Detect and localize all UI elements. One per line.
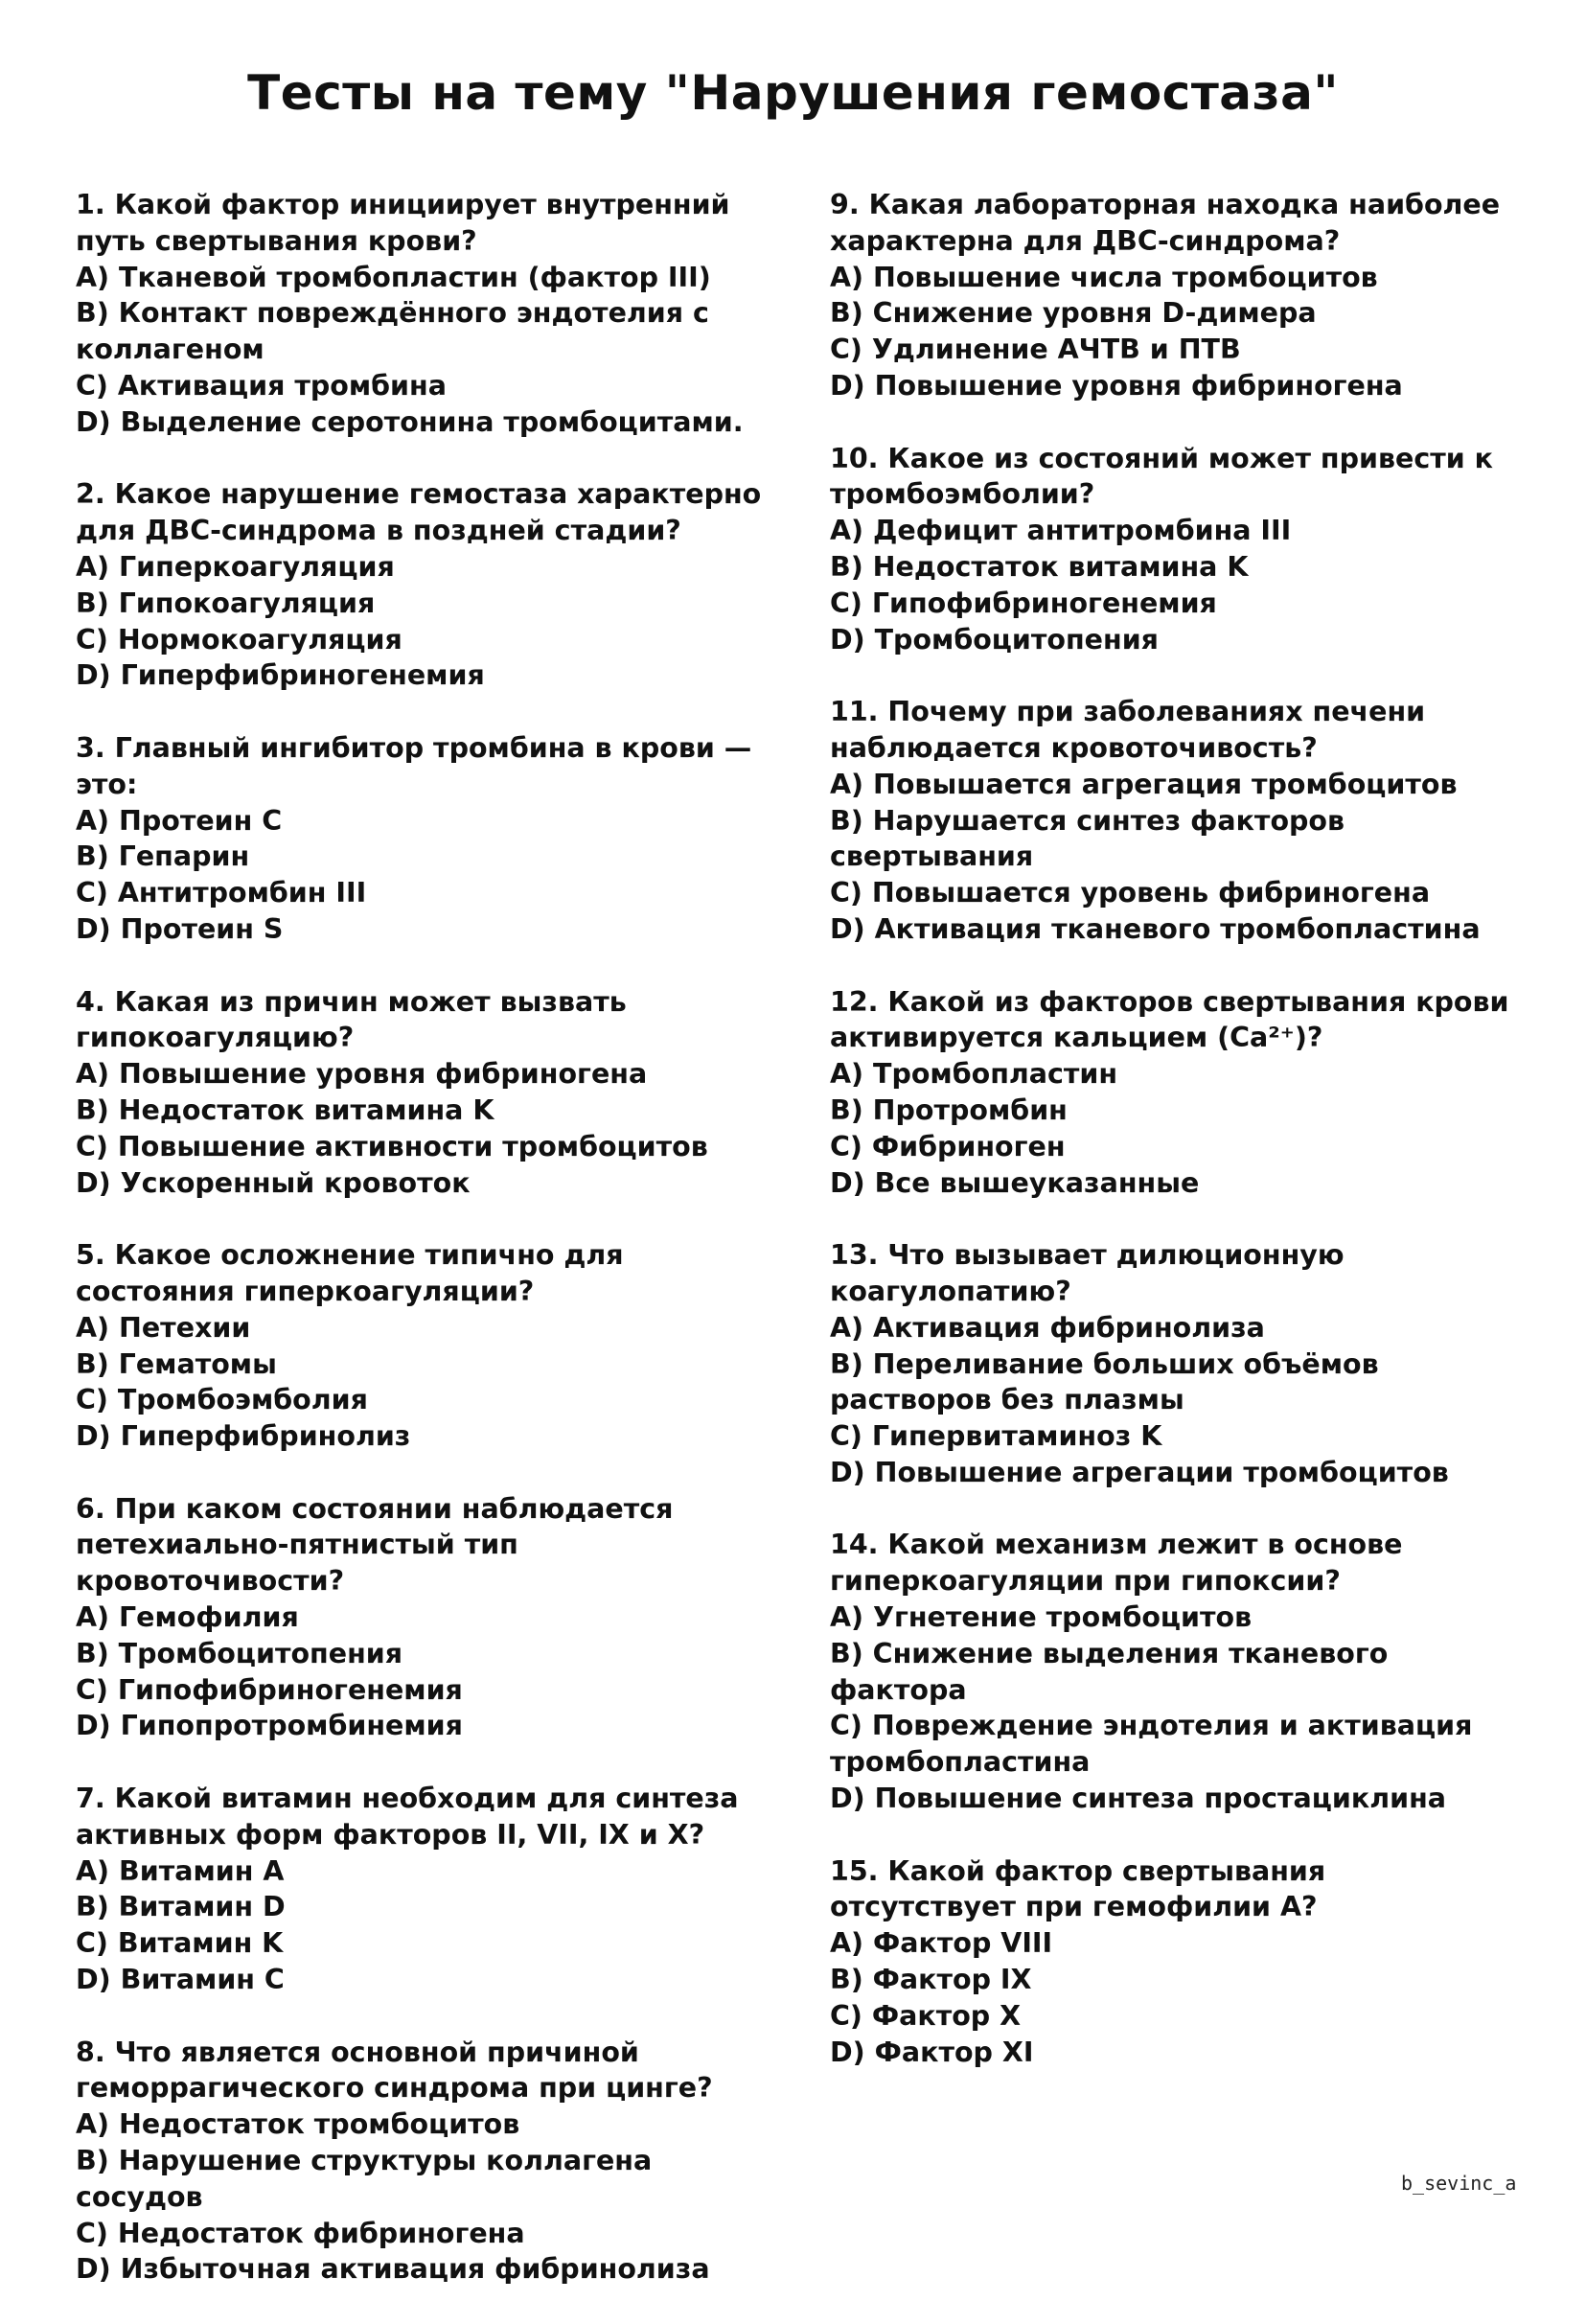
question-text: 6. При каком состоянии наблюдается петехиально-пятнистый тип кровоточивости?: [76, 1492, 674, 1598]
answer-option: C) Гипервитаминоз K: [830, 1420, 1162, 1453]
answer-option: C) Повышается уровень фибриногена: [830, 877, 1431, 909]
answer-option: B) Гипокоагуляция: [76, 587, 376, 619]
answer-option: A) Повышается агрегация тромбоцитов: [830, 768, 1458, 800]
answer-option: A) Угнетение тромбоцитов: [830, 1601, 1253, 1634]
answer-option: C) Повышение активности тромбоцитов: [76, 1130, 708, 1162]
right-column: [830, 187, 1520, 2106]
answer-option: B) Недостаток витамина K: [830, 550, 1249, 583]
answer-option: D) Избыточная активация фибринолиза: [76, 2253, 710, 2286]
answer-option: B) Снижение уровня D-димера: [830, 297, 1317, 330]
answer-option: A) Дефицит антитромбина III: [830, 515, 1292, 547]
answer-option: C) Активация тромбина: [76, 369, 447, 402]
answer-option: C) Гипофибриногенемия: [830, 587, 1217, 619]
answer-option: C) Фактор X: [830, 1999, 1022, 2032]
question-text: 8. Что является основной причиной геморрагического синдрома при цинге?: [76, 2036, 713, 2105]
answer-option: D) Тромбоцитопения: [830, 623, 1159, 656]
answer-option: A) Петехии: [76, 1311, 251, 1344]
answer-option: C) Витамин K: [76, 1927, 284, 1960]
answer-option: B) Протромбин: [830, 1093, 1068, 1126]
answer-option: B) Витамин D: [76, 1891, 286, 1923]
answer-option: A) Недостаток тромбоцитов: [76, 2108, 520, 2141]
answer-option: B) Недостаток витамина K: [76, 1093, 494, 1126]
question-text: 12. Какой из факторов свертывания крови активируется кальцием (Ca²⁺)?: [830, 985, 1509, 1054]
answer-option: D) Протеин S: [76, 912, 284, 945]
answer-option: B) Фактор IX: [830, 1964, 1032, 1996]
question-block: [76, 476, 785, 694]
answer-option: A) Гиперкоагуляция: [76, 550, 395, 583]
answer-option: B) Нарушается синтез факторов свертывания: [830, 804, 1345, 873]
question-text: 13. Что вызывает дилюционную коагулопатию?: [830, 1239, 1345, 1307]
question-text: 11. Почему при заболеваниях печени наблюдается кровоточивость?: [830, 696, 1426, 764]
answer-option: A) Повышение уровня фибриногена: [76, 1058, 648, 1091]
question-block: [830, 1237, 1520, 1491]
answer-option: B) Контакт повреждённого эндотелия с коллагеном: [76, 297, 709, 366]
answer-option: C) Гипофибриногенемия: [76, 1673, 463, 1706]
answer-option: C) Антитромбин III: [76, 877, 367, 909]
question-block: [76, 187, 785, 441]
answer-option: D) Гипопротромбинемия: [76, 1710, 463, 1742]
question-block: [76, 1237, 785, 1455]
question-text: 1. Какой фактор инициирует внутренний путь свертывания крови?: [76, 189, 730, 257]
answer-option: B) Переливание больших объёмов растворов без плазмы: [830, 1347, 1379, 1416]
answer-option: A) Активация фибринолиза: [830, 1311, 1265, 1344]
question-block: [830, 1527, 1520, 1816]
answer-option: D) Фактор XI: [830, 2036, 1034, 2068]
answer-option: C) Удлинение АЧТВ и ПТВ: [830, 334, 1241, 366]
question-block: [830, 441, 1520, 658]
answer-option: B) Гепарин: [76, 840, 250, 873]
left-column: [76, 187, 785, 2324]
answer-option: C) Повреждение эндотелия и активация тромбопластина: [830, 1710, 1473, 1779]
answer-option: D) Повышение синтеза простациклина: [830, 1783, 1446, 1815]
question-text: 4. Какая из причин может вызвать гипокоагуляцию?: [76, 985, 627, 1054]
answer-option: C) Нормокоагуляция: [76, 623, 402, 656]
answer-option: D) Гиперфибриногенемия: [76, 659, 485, 692]
question-block: [76, 1491, 785, 1745]
answer-option: B) Нарушение структуры коллагена сосудов: [76, 2145, 653, 2213]
question-text: 15. Какой фактор свертывания отсутствует при гемофилии A?: [830, 1854, 1326, 1923]
question-block: [76, 984, 785, 1202]
answer-option: A) Витамин A: [76, 1854, 285, 1887]
answer-option: A) Фактор VIII: [830, 1927, 1053, 1960]
question-block: [830, 694, 1520, 948]
question-block: [76, 1781, 785, 1998]
answer-option: A) Повышение числа тромбоцитов: [830, 261, 1378, 293]
answer-option: C) Недостаток фибриногена: [76, 2217, 525, 2249]
answer-option: C) Фибриноген: [830, 1130, 1066, 1162]
answer-option: D) Ускоренный кровоток: [76, 1166, 471, 1199]
page-title: Тесты на тему "Нарушения гемостаза": [247, 65, 1339, 121]
question-text: 3. Главный ингибитор тромбина в крови — это:: [76, 731, 752, 800]
answer-option: D) Выделение серотонина тромбоцитами.: [76, 405, 744, 438]
question-block: [76, 730, 785, 948]
answer-option: B) Гематомы: [76, 1347, 277, 1380]
answer-option: D) Все вышеуказанные: [830, 1166, 1200, 1199]
answer-option: D) Витамин C: [76, 1964, 285, 1996]
answer-option: A) Тканевой тромбопластин (фактор III): [76, 261, 711, 293]
answer-option: D) Повышение агрегации тромбоцитов: [830, 1456, 1449, 1488]
question-text: 10. Какое из состояний может привести к тромбоэмболии?: [830, 442, 1493, 511]
question-text: 7. Какой витамин необходим для синтеза активных форм факторов II, VII, IX и X?: [76, 1783, 739, 1851]
answer-option: D) Повышение уровня фибриногена: [830, 369, 1403, 402]
answer-option: B) Тромбоцитопения: [76, 1637, 403, 1669]
answer-option: D) Гиперфибринолиз: [76, 1420, 411, 1453]
question-block: [76, 2035, 785, 2289]
question-text: 9. Какая лабораторная находка наиболее характерна для ДВС-синдрома?: [830, 189, 1501, 257]
question-block: [830, 1853, 1520, 2071]
question-block: [830, 984, 1520, 1202]
question-text: 2. Какое нарушение гемостаза характерно для ДВС-синдрома в поздней стадии?: [76, 478, 762, 547]
author-watermark: b_sevinc_a: [1401, 2172, 1517, 2195]
question-text: 14. Какой механизм лежит в основе гиперкоагуляции при гипоксии?: [830, 1529, 1403, 1598]
question-text: 5. Какое осложнение типично для состояния гиперкоагуляции?: [76, 1239, 624, 1307]
answer-option: D) Активация тканевого тромбопластина: [830, 912, 1481, 945]
answer-option: A) Протеин C: [76, 804, 283, 837]
answer-option: B) Снижение выделения тканевого фактора: [830, 1637, 1389, 1706]
answer-option: A) Тромбопластин: [830, 1058, 1118, 1091]
answer-option: C) Тромбоэмболия: [76, 1384, 368, 1416]
question-block: [830, 187, 1520, 404]
answer-option: A) Гемофилия: [76, 1601, 299, 1634]
